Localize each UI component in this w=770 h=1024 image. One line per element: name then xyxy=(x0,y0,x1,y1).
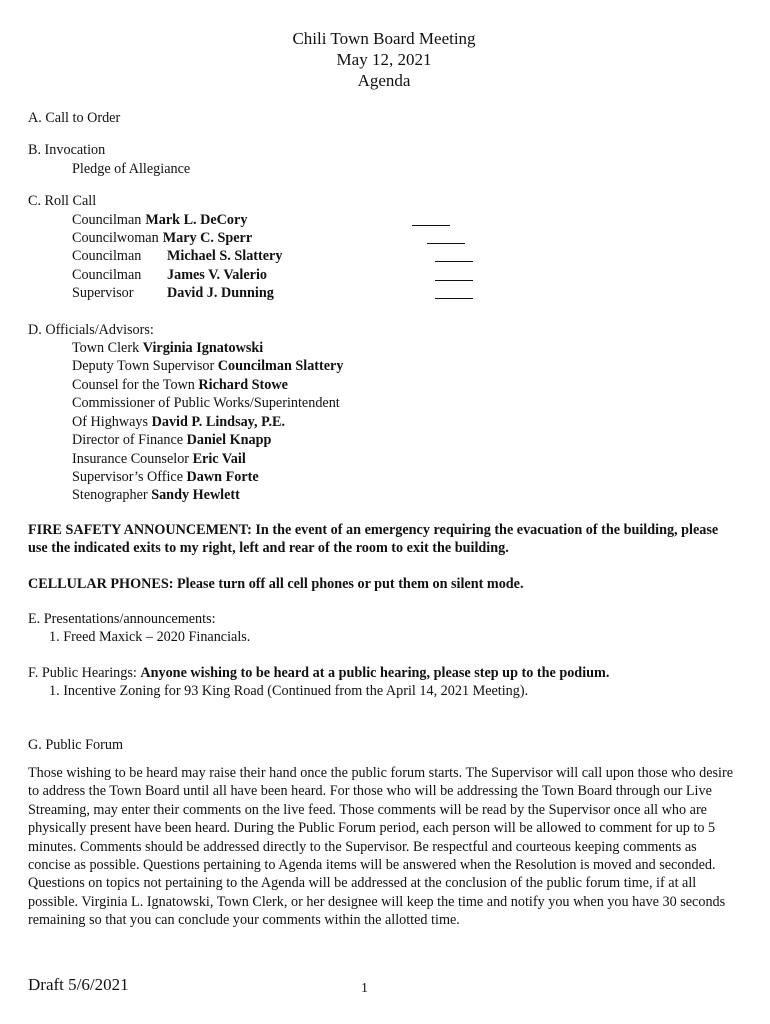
official-name: Sandy Hewlett xyxy=(151,487,240,504)
public-forum-text: Those wishing to be heard may raise their hand once the public forum starts. The Supervisor will call upon those who desire to address the Town Board until all have been heard. For those who will be addressing the Town Board through our Live Streaming, may enter their comments on the live feed. Those comments will be read by the Supervisor once all who are physically present have been heard. During the Public Forum period, each person will be allowed to comment for up to 5 minutes. Comments should be addressed directly to the Supervisor. Be respectful and courteous keeping comments as concise as possible. Questions pertaining to Agenda items will be answered when the Resolution is moved and seconded. Questions on topics not pertaining to the Agenda will be addressed at the conclusion of the public forum time, if at all possible. Virginia L. Ignatowski, Town Clerk, or her designee will keep the time and notify you when you have 30 seconds remaining so that you can conclude your comments within the allotted time. xyxy=(28,764,734,929)
attendance-blank xyxy=(427,242,465,244)
official-row xyxy=(72,394,740,412)
public-hearings-heading: F. Public Hearings: xyxy=(28,664,141,681)
meeting-title: Chili Town Board Meeting xyxy=(292,29,476,48)
member-name: James V. Valerio xyxy=(167,266,267,283)
fire-safety-announcement: FIRE SAFETY ANNOUNCEMENT: In the event of an emergency requiring the evacuation of the building, please use the indicated exits to my right, left and rear of the room to exit the building. xyxy=(28,521,719,557)
member-title: Councilwoman xyxy=(72,230,159,247)
official-name: Daniel Knapp xyxy=(186,432,272,449)
official-role: Supervisor’s Office xyxy=(72,468,187,485)
member-title: Councilman xyxy=(72,211,142,228)
cellular-phones-notice: CELLULAR PHONES: Please turn off all cell phones or put them on silent mode. xyxy=(28,575,524,592)
official-row xyxy=(72,450,740,468)
member-title: Supervisor xyxy=(72,285,134,302)
roll-call-list xyxy=(28,211,740,303)
roll-call-row xyxy=(72,229,740,247)
agenda-page xyxy=(28,28,740,930)
attendance-blank xyxy=(412,224,450,226)
official-name: Richard Stowe xyxy=(198,376,288,393)
invocation-heading: B. Invocation xyxy=(28,142,106,159)
presentation-item: 1. Freed Maxick – 2020 Financials. xyxy=(49,629,251,646)
roll-call-row xyxy=(72,284,740,302)
page-number: 1 xyxy=(361,981,368,996)
attendance-blank xyxy=(435,279,473,281)
roll-call-row xyxy=(72,247,740,265)
official-name: Eric Vail xyxy=(192,450,246,467)
invocation-section xyxy=(28,141,740,178)
public-hearing-item: 1. Incentive Zoning for 93 King Road (Continued from the April 14, 2021 Meeting). xyxy=(49,683,529,700)
official-row xyxy=(72,431,740,449)
official-row xyxy=(72,468,740,486)
official-role: Commissioner of Public Works/Superintendent xyxy=(72,395,340,412)
title-block xyxy=(28,28,740,91)
roll-call-row xyxy=(72,211,740,229)
official-role: Counsel for the Town xyxy=(72,376,199,393)
presentations-heading: E. Presentations/announcements: xyxy=(28,610,216,627)
officials-section xyxy=(28,321,740,505)
meeting-date: May 12, 2021 xyxy=(336,50,432,69)
member-title: Councilman xyxy=(72,248,142,265)
member-name: Michael S. Slattery xyxy=(167,248,283,265)
official-role: Stenographer xyxy=(72,487,152,504)
official-row xyxy=(72,413,740,431)
presentations-section xyxy=(28,610,740,647)
official-role: Of Highways xyxy=(72,413,152,430)
attendance-blank xyxy=(435,260,473,262)
roll-call-heading: C. Roll Call xyxy=(28,193,97,210)
public-hearings-heading-row xyxy=(28,664,740,682)
roll-call-section xyxy=(28,192,740,302)
invocation-item: Pledge of Allegiance xyxy=(72,160,191,177)
public-forum-heading: G. Public Forum xyxy=(28,736,123,753)
official-row xyxy=(72,376,740,394)
member-name: Mary C. Sperr xyxy=(162,230,253,247)
official-role: Town Clerk xyxy=(72,340,143,357)
official-name: Councilman Slattery xyxy=(217,358,344,375)
official-name: Virginia Ignatowski xyxy=(142,340,264,357)
official-role: Deputy Town Supervisor xyxy=(72,358,218,375)
officials-list xyxy=(28,339,740,505)
draft-date: Draft 5/6/2021 xyxy=(28,975,129,994)
roll-call-row xyxy=(72,266,740,284)
member-name: Mark L. DeCory xyxy=(145,211,248,228)
public-hearings-section xyxy=(28,664,740,701)
official-row xyxy=(72,357,740,375)
official-role: Insurance Counselor xyxy=(72,450,193,467)
member-name: David J. Dunning xyxy=(167,285,274,302)
official-row xyxy=(72,339,740,357)
public-forum-section xyxy=(28,736,740,930)
official-name: Dawn Forte xyxy=(186,468,259,485)
official-row xyxy=(72,486,740,504)
officials-heading: D. Officials/Advisors: xyxy=(28,321,154,338)
member-title: Councilman xyxy=(72,266,142,283)
attendance-blank xyxy=(435,297,473,299)
agenda-label: Agenda xyxy=(357,71,411,90)
official-role: Director of Finance xyxy=(72,432,187,449)
call-to-order: A. Call to Order xyxy=(28,110,121,126)
public-hearings-notice: Anyone wishing to be heard at a public hearing, please step up to the podium. xyxy=(140,664,610,681)
official-name: David P. Lindsay, P.E. xyxy=(151,413,286,430)
